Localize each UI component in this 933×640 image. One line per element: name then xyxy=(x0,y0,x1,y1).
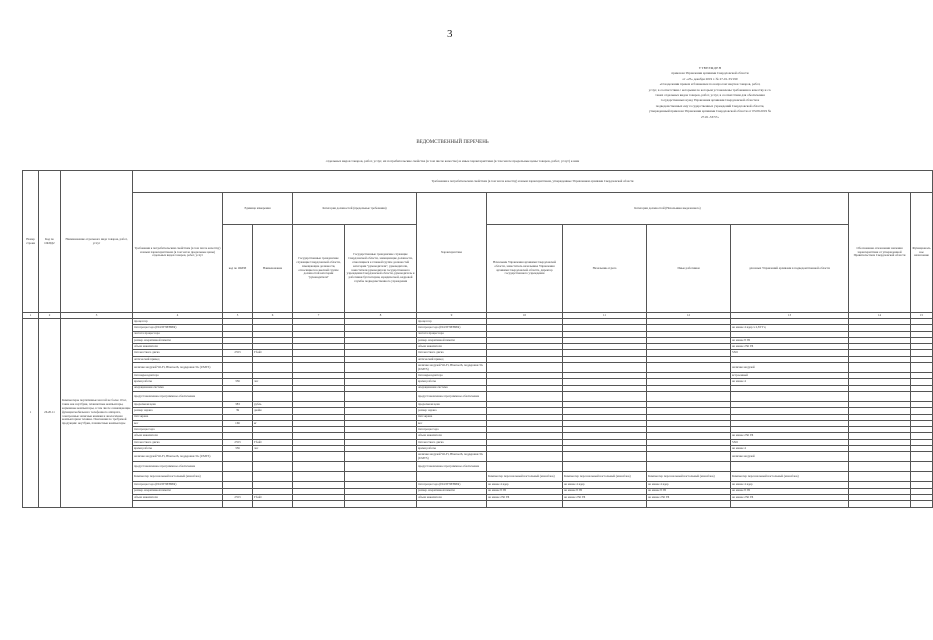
approval-line: приказом Управления архивами Свердловской области xyxy=(671,71,749,76)
char-cell: объем накопителя xyxy=(417,344,487,350)
req-cell: объем накопителя xyxy=(133,344,223,350)
char-cell: предустановленное программное обеспечение xyxy=(417,391,487,401)
char-cell: тип жесткого диска xyxy=(417,350,487,356)
req-cell: тип жесткого диска xyxy=(133,350,223,356)
header-col13: для иных Управлений архивами в подведомственной области xyxy=(731,225,849,313)
unit-cell xyxy=(253,363,293,373)
header-unit-name: Наименование xyxy=(253,225,293,313)
subproduct-header: Компьютер персональный настольный (моноблок) xyxy=(133,472,223,482)
value-cell: не менее 8 ГБ xyxy=(731,337,849,343)
approval-line: утвержденный приказом Управления архивами Свердловской области от 03.09.2019 № xyxy=(648,109,772,114)
col-number: 1 xyxy=(23,313,39,319)
header-gov-b: Государственные гражданские служащие Свердловской области, замещающие должности, относящиеся к главной группе должностей категории "руководители", руководители, заместители руководителя государственного учреждения Свердловской области, руководитель и работники бухгалтерии, юридической, кадровой службы подведомственного учреждения xyxy=(345,225,417,313)
req-cell: объем накопителя xyxy=(133,494,223,500)
char-cell: вес xyxy=(417,420,487,426)
req-cell: тип жесткого диска xyxy=(133,439,223,445)
header-row-number: Номер строки xyxy=(23,171,39,313)
okei-cell: 166 xyxy=(223,420,253,426)
unit-cell: Гбайт xyxy=(253,494,293,500)
col-number: 5 xyxy=(223,313,253,319)
req-cell: предустановленное программное обеспечение xyxy=(133,391,223,401)
cat-header: Компьютер персональный настольный (моноблок) xyxy=(731,472,849,482)
value-cell: наличие модулей xyxy=(731,363,849,373)
cat-value: не менее 4 ядер xyxy=(731,482,849,488)
req-cell: оптический привод xyxy=(133,356,223,362)
row-number: 1 xyxy=(23,319,39,508)
okei-cell: 2553 xyxy=(223,494,253,500)
approval-line: государственных нужд Управления архивами Свердловской области и xyxy=(660,98,760,103)
cat-value: не менее 8 ГБ xyxy=(647,488,731,494)
req-cell: операционная система xyxy=(133,385,223,391)
unit-cell xyxy=(253,462,293,472)
value-cell xyxy=(731,462,849,472)
char-cell: тип процессора (ПОЛУЧЕНИЯ) xyxy=(417,482,487,488)
approval-line: таких отдельных видов товаров, работ, услуг, в соответствии для обеспечения xyxy=(655,93,765,98)
col-number: 14 xyxy=(849,313,911,319)
okei-cell: 356 xyxy=(223,379,253,385)
header-gov-a: Государственные гражданские служащие Свердловской области, замещающие должности, относящиеся к высшей группе должностей категории "руководители" xyxy=(293,225,345,313)
cat-value: не менее 256 ГБ xyxy=(563,494,647,500)
unit-cell: кг xyxy=(253,420,293,426)
req-cell: предельная цена xyxy=(133,401,223,407)
cat-value: не менее 4 ядер xyxy=(647,482,731,488)
okei-cell: 383 xyxy=(223,401,253,407)
approval-line: подведомственных ему государственных учреждений Свердловской области, xyxy=(655,103,765,108)
cat-value: не менее 4 ядер xyxy=(487,482,563,488)
value-cell: SSD xyxy=(731,350,849,356)
req-cell: процессор xyxy=(133,319,223,325)
req-cell: объем накопителя xyxy=(133,433,223,439)
value-cell: не менее 256 ГБ xyxy=(731,433,849,439)
col-number: 13 xyxy=(731,313,849,319)
char-cell: предельная цена xyxy=(417,401,487,407)
col-number: 10 xyxy=(487,313,563,319)
req-cell: тип видеоадаптера xyxy=(133,373,223,379)
req-cell: время работы xyxy=(133,379,223,385)
col-number: 7 xyxy=(293,313,345,319)
value-cell: не менее 4 ядер х 2,8 ГГц xyxy=(731,325,849,331)
req-cell: тип экрана xyxy=(133,414,223,420)
unit-cell: рубль xyxy=(253,401,293,407)
okei-cell: 39 xyxy=(223,408,253,414)
char-cell: операционная система xyxy=(417,385,487,391)
req-cell: наличие модулей Wi-Fi, Bluetooth, поддержки 3G (UMTS) xyxy=(133,363,223,373)
header-col11: Начальник отдела xyxy=(563,225,647,313)
char-cell: объем накопителя xyxy=(417,494,487,500)
char-cell: тип жесткого диска xyxy=(417,439,487,445)
req-cell: тип процессора xyxy=(133,427,223,433)
cat-value: не менее 8 ГБ xyxy=(563,488,647,494)
char-cell: тип экрана xyxy=(417,414,487,420)
req-cell: предустановленное программное обеспечение xyxy=(133,462,223,472)
char-cell: наличие модулей Wi-Fi, Bluetooth, поддержки 3G (UMTS) xyxy=(417,363,487,373)
approval-line: услуг, в соответствии с которыми по которым установлены требования к качеству и сл. xyxy=(648,87,772,92)
value-cell: наличие модулей xyxy=(731,452,849,462)
cat-value: не менее 256 ГБ xyxy=(647,494,731,500)
col-number: 11 xyxy=(563,313,647,319)
value-cell: не менее 256 ГБ xyxy=(731,344,849,350)
okei-cell: 356 xyxy=(223,446,253,452)
col-number: 9 xyxy=(417,313,487,319)
header-okpd: Код по ОКПД2 xyxy=(39,171,61,313)
unit-cell xyxy=(253,452,293,462)
okei-cell xyxy=(223,391,253,401)
header-unit-group: Единица измерения xyxy=(223,193,293,225)
header-col12: Иные работники xyxy=(647,225,731,313)
header-requirement: Требования к потребительским свойствам (в том числе качеству) и иным характеристикам (в том числе предельные цены) отдельных видов товаров, работ, услуг xyxy=(133,193,223,313)
table-super-header: Требования к потребительским свойствам (в том числе качеству) и иным характеристикам, утвержденные Управлением архивами Свердловской области xyxy=(133,171,933,193)
cat-header: Компьютер персональный настольный (моноблок) xyxy=(563,472,647,482)
req-cell: размер оперативной памяти xyxy=(133,488,223,494)
unit-cell: Гбайт xyxy=(253,439,293,445)
header-category-group: Категории должностей (Начальника выделенного) xyxy=(487,193,849,225)
unit-cell: Гбайт xyxy=(253,350,293,356)
char-cell: объем накопителя xyxy=(417,433,487,439)
document-title: ВЕДОМСТВЕННЫЙ ПЕРЕЧЕНЬ xyxy=(416,140,489,145)
value-cell: встроенный xyxy=(731,373,849,379)
cat-header: Компьютер персональный настольный (моноблок) xyxy=(487,472,563,482)
char-cell: размер оперативной памяти xyxy=(417,488,487,494)
char-cell: размер оперативной памяти xyxy=(417,337,487,343)
document-subtitle: отдельных видов товаров, работ, услуг, их потребительские свойства (в том числе качество) и иные характеристики (в том числе предельные цены товаров, работ, услуг) к ним xyxy=(325,159,580,163)
value-cell: не менее 4 xyxy=(731,446,849,452)
header-gov-group: Категория должностей (предельные требования) xyxy=(293,193,417,225)
approval-heading: УТВЕРЖДЕН xyxy=(698,66,722,70)
col-number: 2 xyxy=(39,313,61,319)
req-cell: наличие модулей Wi-Fi, Bluetooth, поддержки 3G (UMTS) xyxy=(133,452,223,462)
cat-value: не менее 8 ГБ xyxy=(731,488,849,494)
req-cell: время работы xyxy=(133,446,223,452)
approval-stamp xyxy=(560,66,860,120)
char-cell: оптический привод xyxy=(417,356,487,362)
header-name: Наименование отдельного вида товаров, работ, услуг xyxy=(61,171,133,313)
header-characteristic: Характеристика xyxy=(417,193,487,313)
cat-value: не менее 4 ядер xyxy=(563,482,647,488)
approval-line: от «25» декабря 2019 г. № 27-01-33/190 xyxy=(682,76,738,81)
header-okei: код по ОКЕИ xyxy=(223,225,253,313)
char-cell: тип процессора (ПОЛУЧЕНИЯ) xyxy=(417,325,487,331)
col-number: 15 xyxy=(911,313,933,319)
cat-header: Компьютер персональный настольный (моноблок) xyxy=(647,472,731,482)
header-purpose: Функциональное назначение xyxy=(911,193,933,313)
unit-cell: час xyxy=(253,446,293,452)
unit-cell: дюйм xyxy=(253,408,293,414)
approval-line: 27-01-33/57» xyxy=(701,114,719,119)
req-cell: тип процессора (ПОЛУЧЕНИЯ) xyxy=(133,482,223,488)
approval-line: «О наделении правом и бланкомен по вопросам закупок товаров, работ, xyxy=(659,82,761,87)
col-number: 4 xyxy=(133,313,223,319)
okei-cell xyxy=(223,363,253,373)
req-cell: частота процессора xyxy=(133,331,223,337)
header-col10: Начальник Управления архивами Свердловской области, заместитель начальника Управления архивами Свердловской области, директор государственного учреждения xyxy=(487,225,563,313)
char-cell: процессор xyxy=(417,319,487,325)
col-number: 3 xyxy=(61,313,133,319)
value-cell xyxy=(731,391,849,401)
header-justification: Обоснование отклонения значения характеристики от утвержденной Правительством Свердловской области xyxy=(849,193,911,313)
value-cell: не менее 4 xyxy=(731,379,849,385)
requirements-table xyxy=(22,170,933,508)
value-cell: SSD xyxy=(731,439,849,445)
char-cell: предустановленное программное обеспечение xyxy=(417,462,487,472)
cat-value: не менее 256 ГБ xyxy=(487,494,563,500)
cat-value: не менее 8 ГБ xyxy=(487,488,563,494)
row-product-name: Компьютеры портативные массой не более 10 кг, такие как ноутбуки, планшетные компьютеры, карманные компьютеры, в том числе совмещающие функции мобильного телефонного аппарата, электронные записные книжки и аналогичная компьютерная техника. Пояснения по требуемой продукции: ноутбуки, планшетные компьютеры xyxy=(61,319,133,508)
char-cell: тип видеоадаптера xyxy=(417,373,487,379)
okei-cell: 2553 xyxy=(223,350,253,356)
page-number: 3 xyxy=(447,28,453,40)
char-cell: размер экрана xyxy=(417,408,487,414)
req-cell: размер оперативной памяти xyxy=(133,337,223,343)
okei-cell xyxy=(223,452,253,462)
col-number: 6 xyxy=(253,313,293,319)
col-number: 12 xyxy=(647,313,731,319)
okei-cell: 2553 xyxy=(223,439,253,445)
req-cell: вес xyxy=(133,420,223,426)
char-cell: время работы xyxy=(417,446,487,452)
unit-cell xyxy=(253,391,293,401)
char-cell: наличие модулей Wi-Fi, Bluetooth, поддержки 3G (UMTS) xyxy=(417,452,487,462)
row-okpd-code: 26.20.11 xyxy=(39,319,61,508)
req-cell: размер экрана xyxy=(133,408,223,414)
unit-cell: час xyxy=(253,379,293,385)
char-cell: время работы xyxy=(417,379,487,385)
char-cell: тип процессора xyxy=(417,427,487,433)
req-cell: тип процессора (ПОЛУЧЕНИЯ) xyxy=(133,325,223,331)
col-number: 8 xyxy=(345,313,417,319)
okei-cell xyxy=(223,462,253,472)
cat-value: не менее 256 ГБ xyxy=(731,494,849,500)
char-cell: частота процессора xyxy=(417,331,487,337)
